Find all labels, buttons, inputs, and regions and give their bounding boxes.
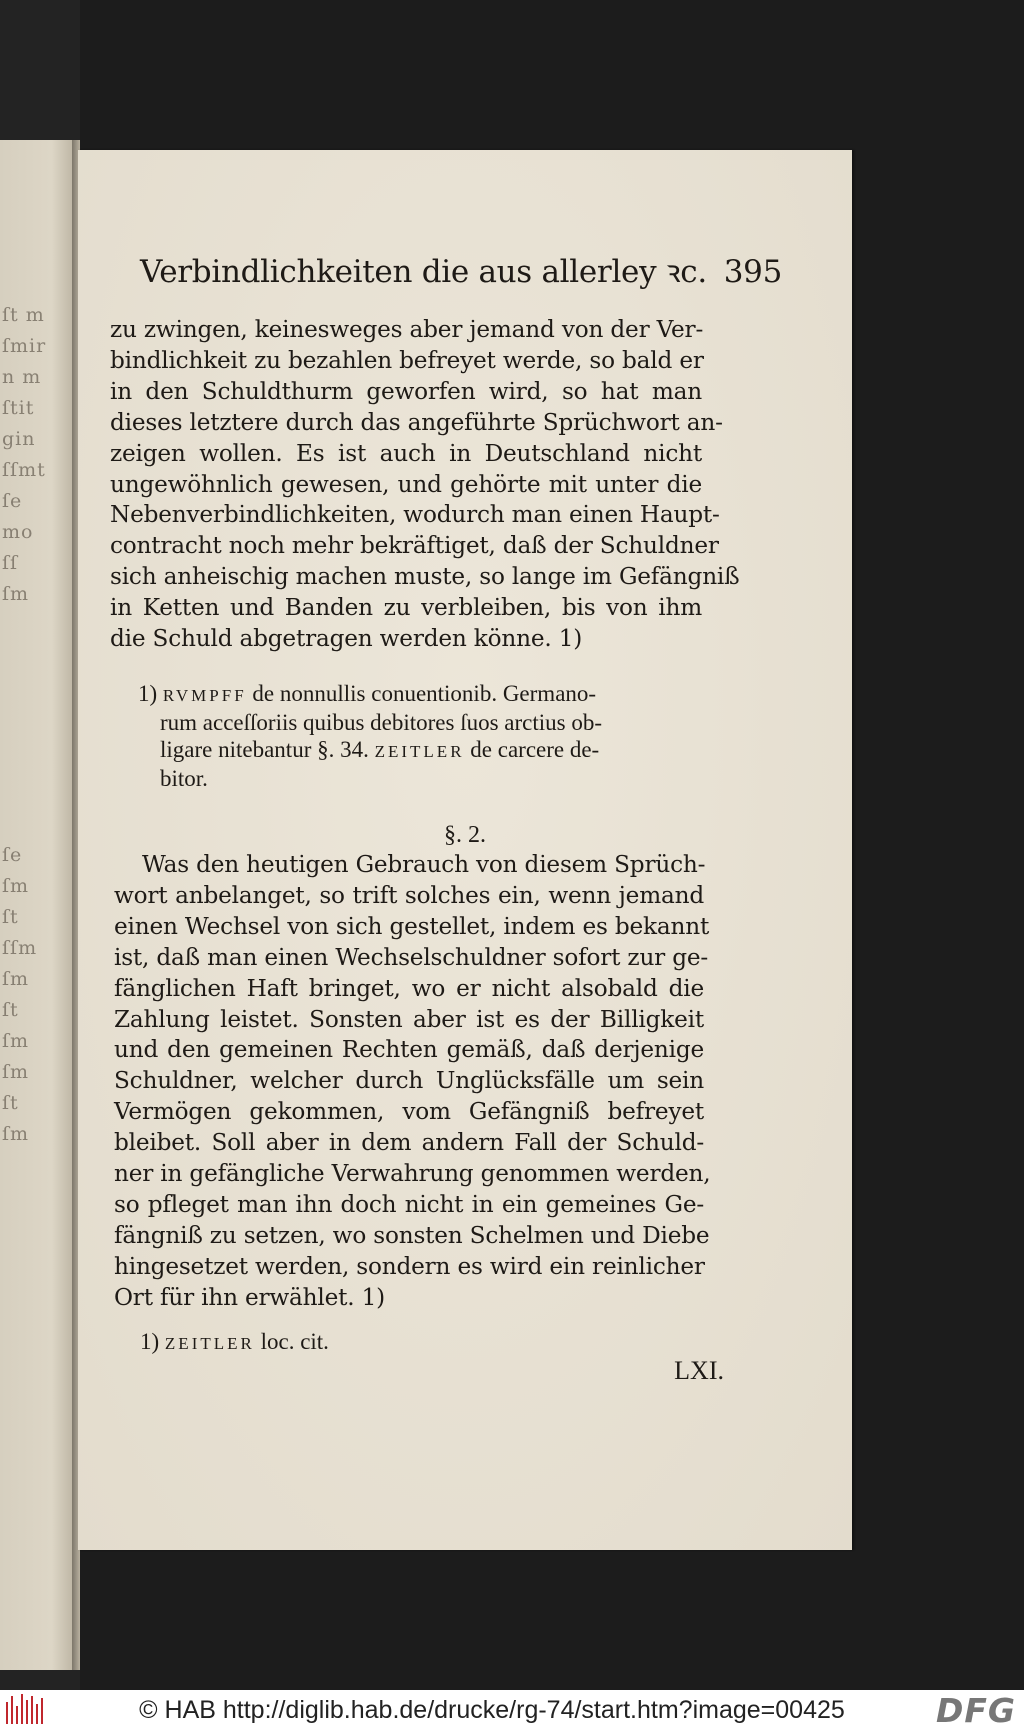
- text-line: fängniß zu setzen, wo sonsten Schelmen und Diebe: [114, 1221, 710, 1249]
- text-line: fänglichen Haft bringet, wo er nicht alsobald die: [114, 974, 704, 1002]
- footnote-author: ZEITLER: [164, 1334, 255, 1353]
- previous-page-ghost-text: ſt m ſmir n m ſtit gin ſſmt ſe mo ſſ ſm: [2, 304, 47, 605]
- text-line: sich anheischig machen muste, so lange im Gefängniß: [110, 563, 740, 591]
- footnote-text: de nonnullis conuentionib. Germano-: [246, 681, 597, 706]
- text-line: contracht noch mehr bekräftiget, daß der Schuldner: [110, 532, 719, 560]
- footnote-2: [140, 1328, 340, 1357]
- text-line: Vermögen gekommen, vom Gefängniß befreyet: [114, 1098, 704, 1126]
- hab-barcode-logo-icon[interactable]: [2, 1693, 48, 1727]
- text-line: in Ketten und Banden zu verbleiben, bis von ihm: [110, 594, 702, 622]
- text-line: einen Wechsel von sich gestellet, indem es bekannt: [114, 912, 710, 940]
- text-line: zu zwingen, keinesweges aber jemand von der Ver-: [110, 316, 704, 343]
- footnote-text: ligare nitebantur §. 34.: [160, 737, 375, 762]
- previous-page-ghost-text-lower: ſe ſm ſt ſſm ſm ſt ſm ſm ſt ſm: [2, 844, 38, 1145]
- copyright-link[interactable]: © HAB http://diglib.hab.de/drucke/rg-74/start.htm?image=00425: [139, 1695, 845, 1724]
- text-line: die Schuld abgetragen werden könne. 1): [110, 625, 583, 653]
- text-line: in den Schuldthurm geworfen wird, so hat man: [110, 377, 702, 405]
- footnote-text: rum acceſſoriis quibus debitores ſuos arctius ob-: [160, 710, 603, 735]
- footnote-text: loc. cit.: [254, 1329, 329, 1354]
- page-number: 395: [723, 254, 782, 290]
- footnote-author: RVMPFF: [162, 686, 247, 705]
- paragraph-2: [114, 850, 711, 1314]
- text-line: ner in gefängliche Verwahrung genommen werden,: [114, 1160, 711, 1188]
- text-line: hingesetzet werden, sondern es wird ein reinlicher: [114, 1252, 705, 1280]
- footnote-text: de carcere de-: [464, 737, 600, 762]
- footnote-marker: 1): [138, 681, 158, 706]
- text-line: Nebenverbindlichkeiten, wodurch man einen Haupt-: [110, 501, 720, 529]
- paragraph-1: [110, 315, 740, 655]
- text-line: zeigen wollen. Es ist auch in Deutschland nicht: [110, 439, 702, 467]
- text-line: und den gemeinen Rechten gemäß, daß derjenige: [114, 1036, 704, 1064]
- footnote-text: bitor.: [160, 766, 208, 791]
- text-line: Was den heutigen Gebrauch von diesem Sprüch-: [142, 851, 706, 878]
- running-head: [140, 250, 782, 292]
- catchword: LXI.: [674, 1356, 724, 1385]
- footer-bar: [0, 1690, 1024, 1730]
- text-line: dieses letztere durch das angeführte Sprüchwort an-: [110, 408, 723, 436]
- text-line: ist, daß man einen Wechselschuldner sofort zur ge-: [114, 943, 709, 971]
- footnote-1: [138, 680, 704, 792]
- text-line: so pfleget man ihn doch nicht in ein gemeines Ge-: [114, 1190, 704, 1218]
- text-line: Ort für ihn erwählet. 1): [114, 1283, 386, 1311]
- footnote-author: ZEITLER: [374, 742, 465, 761]
- footnote-marker: 1): [140, 1329, 160, 1354]
- text-line: Zahlung leistet. Sonsten aber ist es der Billigkeit: [114, 1005, 704, 1033]
- text-line: ungewöhnlich gewesen, und gehörte mit unter die: [110, 470, 702, 498]
- dfg-logo[interactable]: DFG: [935, 1690, 1016, 1730]
- previous-page-edge: [0, 140, 74, 1670]
- section-heading: §. 2.: [444, 822, 486, 848]
- text-line: Schuldner, welcher durch Unglücksfälle um sein: [114, 1067, 704, 1095]
- text-line: bindlichkeit zu bezahlen befreyet werde, so bald er: [110, 346, 704, 374]
- running-head-title: Verbindlichkeiten die aus allerley ꝛc.: [140, 254, 707, 290]
- book-page: [78, 150, 852, 1550]
- text-line: wort anbelanget, so trift solches ein, wenn jemand: [114, 881, 704, 909]
- text-line: bleibet. Soll aber in dem andern Fall der Schuld-: [114, 1129, 704, 1157]
